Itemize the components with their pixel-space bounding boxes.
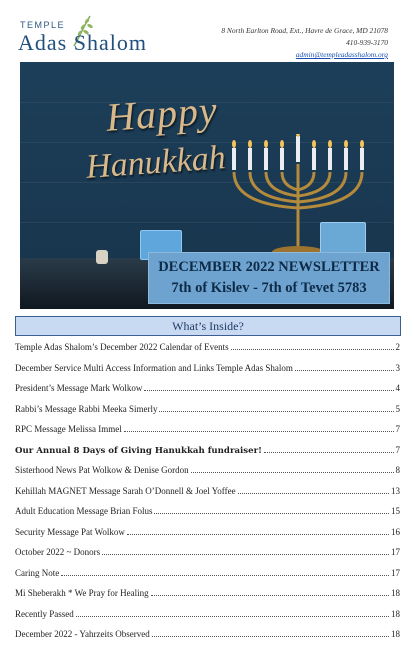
toc-title: Our Annual 8 Days of Giving Hanukkah fundraiser! [15, 445, 262, 456]
toc-leader [159, 402, 393, 412]
toc-entry[interactable] [15, 443, 400, 464]
toc-title: Kehillah MAGNET Message Sarah O’Donnell & Joel Yoffee [15, 485, 236, 496]
email-link[interactable]: admin@templeadasshalom.org [295, 50, 388, 59]
toc-title: Rabbi’s Message Rabbi Meeka Simerly [15, 403, 158, 414]
toc-title: Temple Adas Shalom’s December 2022 Calendar of Events [15, 342, 229, 352]
toc-title: Sisterhood News Pat Wolkow & Denise Gordon [15, 465, 189, 475]
toc-page: 5 [395, 403, 400, 414]
toc-page: 18 [391, 588, 400, 598]
hanukkah-cover-image [20, 62, 394, 309]
toc-leader [238, 484, 389, 494]
toc-title: Adult Education Message Brian Folus [15, 506, 153, 516]
contents-heading: What’s Inside? [15, 316, 401, 336]
toc-page: 15 [391, 506, 400, 516]
toc-entry[interactable] [15, 566, 400, 587]
toc-leader [154, 504, 389, 514]
toc-page: 17 [391, 547, 400, 557]
dreidel-icon [96, 250, 108, 264]
toc-title: December 2022 - Yahrzeits Observed [15, 629, 150, 639]
toc-leader [124, 422, 394, 432]
toc-leader [191, 463, 394, 473]
toc-leader [76, 607, 389, 617]
toc-entry[interactable] [15, 422, 400, 443]
toc-page: 18 [391, 629, 400, 639]
toc-entry[interactable] [15, 525, 400, 546]
newsletter-title: DECEMBER 2022 NEWSLETTER [158, 259, 380, 275]
toc-entry[interactable] [15, 504, 400, 525]
toc-page: 13 [391, 485, 400, 496]
toc-title: Mi Sheberakh * We Pray for Healing [15, 588, 149, 598]
toc-leader [144, 381, 393, 391]
toc-entry[interactable] [15, 381, 400, 402]
toc-entry[interactable] [15, 586, 400, 607]
toc-entry[interactable] [15, 402, 400, 423]
toc-page: 2 [395, 342, 400, 352]
toc-title: RPC Message Melissa Immel [15, 424, 122, 434]
logo-name: Adas Shalom [18, 30, 147, 55]
toc-page: 18 [391, 608, 400, 619]
toc-leader [151, 586, 389, 596]
toc-leader [231, 340, 394, 350]
toc-entry[interactable] [15, 607, 400, 628]
toc-page: 17 [391, 567, 400, 578]
newsletter-title-banner [148, 252, 390, 304]
toc-title: Caring Note [15, 567, 60, 578]
toc-title: December Service Multi Access Information and Links Temple Adas Shalom [15, 362, 293, 373]
toc-entry[interactable] [15, 484, 400, 505]
toc-leader [102, 545, 389, 555]
newsletter-header [0, 0, 414, 62]
hebrew-date-range: 7th of Kislev - 7th of Tevet 5783 [171, 280, 367, 296]
toc-leader [152, 627, 389, 637]
contact-block [221, 25, 388, 61]
toc-entry[interactable] [15, 340, 400, 361]
phone: 410-939-3170 [346, 38, 388, 47]
greeting-hanukkah: Hanukkah [84, 139, 227, 186]
toc-title: Recently Passed [15, 608, 74, 619]
toc-page: 7 [395, 444, 400, 455]
toc-page: 16 [391, 526, 400, 537]
temple-logo [18, 16, 168, 56]
toc-title: Security Message Pat Wolkow [15, 526, 125, 537]
toc-page: 8 [395, 465, 400, 475]
toc-entry[interactable] [15, 361, 400, 382]
table-of-contents [15, 340, 400, 648]
toc-entry[interactable] [15, 463, 400, 484]
toc-page: 7 [395, 424, 400, 434]
toc-page: 3 [395, 362, 400, 373]
address: 8 North Earlton Road, Ext., Havre de Grace, MD 21078 [221, 26, 388, 35]
toc-title: October 2022 ~ Donors [15, 547, 101, 557]
toc-leader [61, 566, 389, 576]
toc-leader [264, 443, 394, 453]
toc-entry[interactable] [15, 627, 400, 648]
greeting-happy: Happy [104, 87, 220, 140]
toc-title: President’s Message Mark Wolkow [15, 383, 143, 393]
toc-leader [295, 361, 394, 371]
toc-leader [127, 525, 389, 535]
toc-page: 4 [395, 383, 400, 393]
logo-temple-text: TEMPLE [20, 20, 66, 30]
toc-entry[interactable] [15, 545, 400, 566]
